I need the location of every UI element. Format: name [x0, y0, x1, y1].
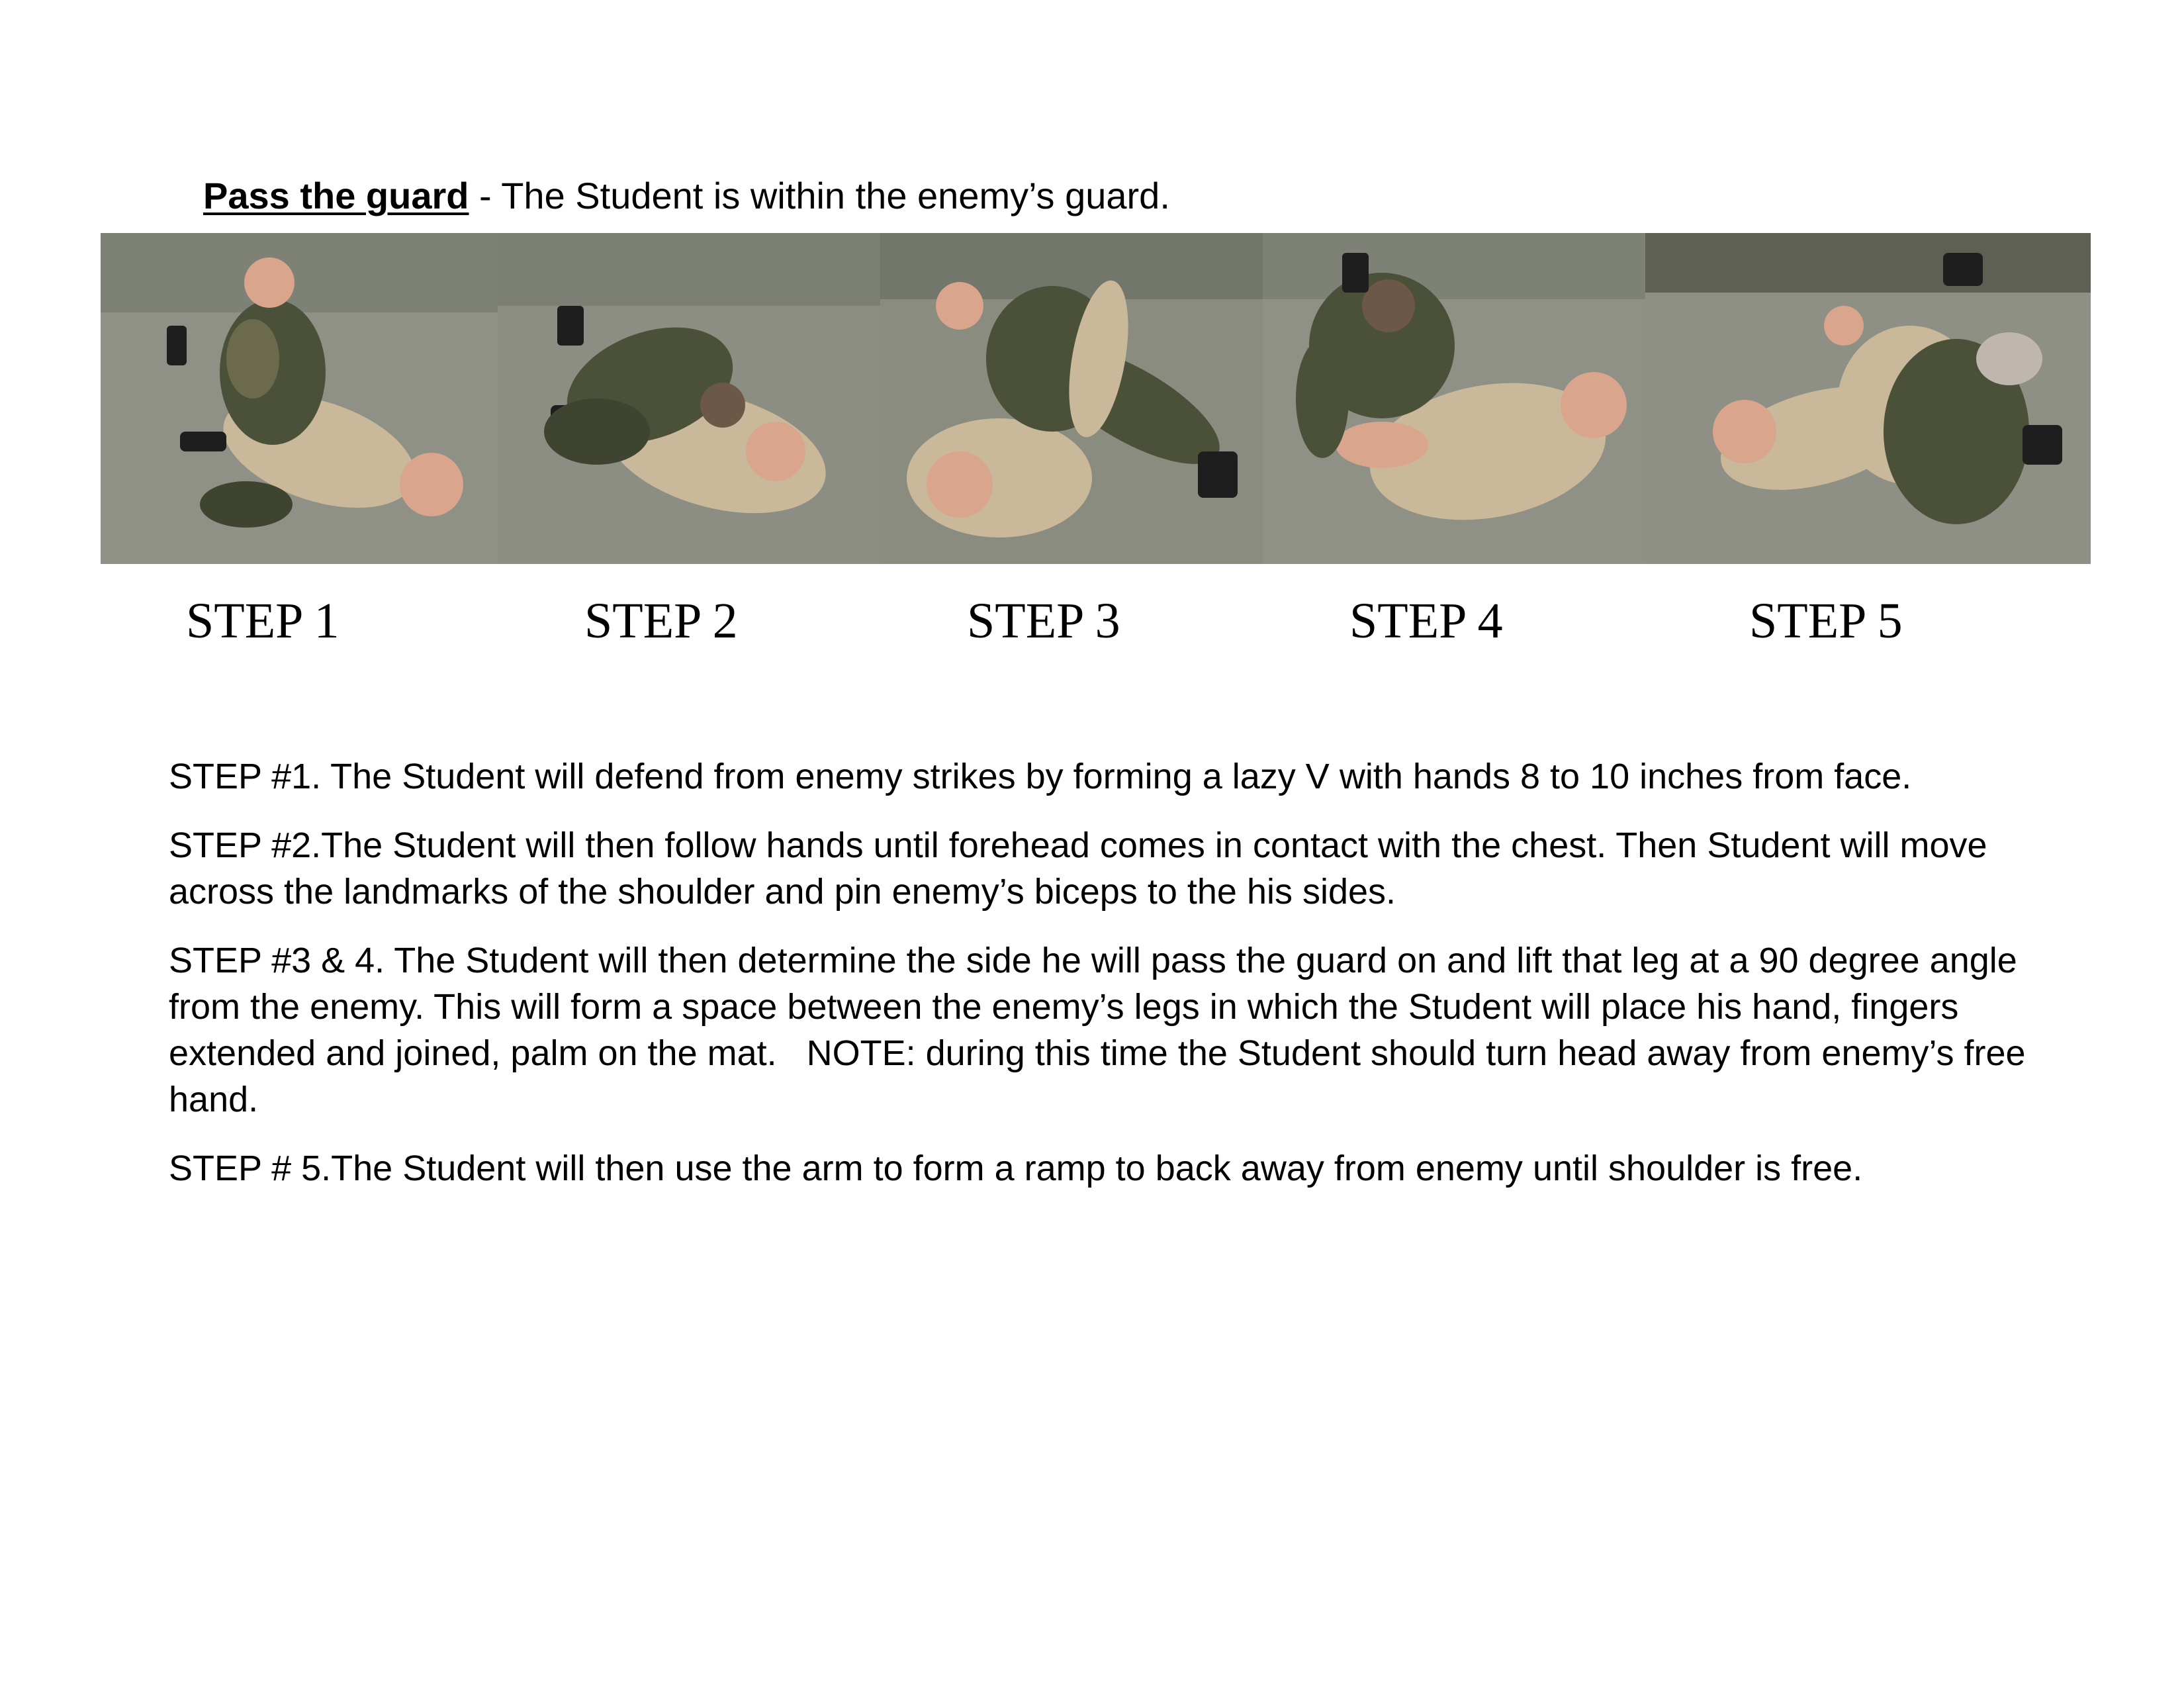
- photo-strip: [101, 233, 2091, 564]
- section-heading: [203, 177, 1170, 214]
- step-3-label: STEP 3: [967, 593, 1120, 649]
- instruction-step-1: STEP #1. The Student will defend from enemy strikes by forming a lazy V with hands 8 to 10 inches from face.: [169, 757, 1912, 796]
- step-4-photo: [1263, 233, 1645, 564]
- step-5-label: STEP 5: [1749, 593, 1903, 649]
- step-1-photo: [101, 233, 498, 564]
- step-4-label: STEP 4: [1349, 593, 1503, 649]
- step-2-label: STEP 2: [584, 593, 738, 649]
- heading-title: Pass the guard: [203, 175, 469, 216]
- heading-subtitle: - The Student is within the enemy’s guard.: [469, 175, 1170, 216]
- step-5-photo: [1645, 233, 2091, 564]
- step-1-label: STEP 1: [186, 593, 340, 649]
- instruction-step-5: STEP # 5.The Student will then use the arm to form a ramp to back away from enemy until shoulder is free.: [169, 1149, 1863, 1188]
- instructions: [169, 753, 2048, 1214]
- step-3-photo: [880, 233, 1263, 564]
- instruction-step-2: STEP #2.The Student will then follow hands until forehead comes in contact with the chest. Then Student will move across the landmarks of the shoulder and pin enemy’s biceps to the his sides.: [169, 825, 1997, 912]
- instruction-step-3-4: STEP #3 & 4. The Student will then determine the side he will pass the guard on and lift that leg at a 90 degree angle from the enemy. This will form a space between the enemy’s legs in which the Student will place his hand, fingers extended and joined, palm on the mat. NOTE: during this time the Student should turn head away from enemy’s free hand.: [169, 941, 2036, 1119]
- step-2-photo: [498, 233, 880, 564]
